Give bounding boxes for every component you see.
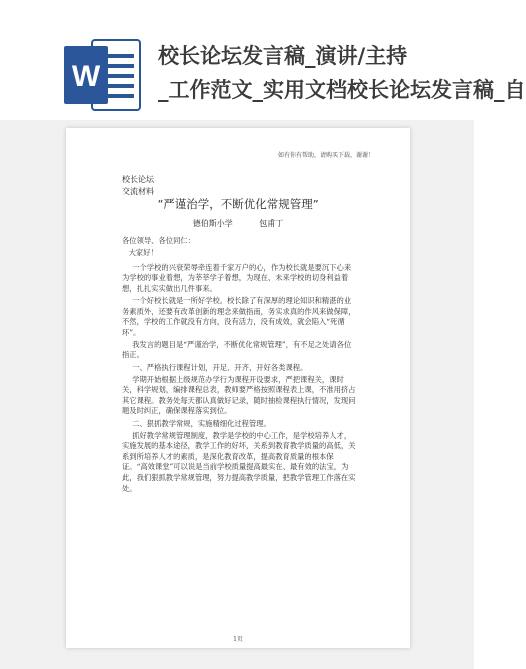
page-number: 1页 bbox=[233, 636, 243, 643]
paragraph: 一、严格执行课程计划，开足、开齐、开好各类课程。 bbox=[132, 362, 308, 372]
doc-author bbox=[66, 218, 410, 229]
author-name: 包甫丁 bbox=[259, 219, 284, 228]
paragraph: 学期开始根据上级规范办学行为课程开设要求，严把课程关，课时关，科学规划，编排课程总表，教师要严格按照课程表上课，不准用挤占其它课程。教务处每天都认真做好记录，随时抽检课程执行情况，发现问题及时纠正，确保课程落实到位。 bbox=[122, 374, 356, 416]
author-school: 德伯斯小学 bbox=[192, 219, 233, 228]
preview-header bbox=[0, 0, 526, 120]
document-title-line-1: 校长论坛发言稿_演讲/主持 bbox=[158, 44, 408, 68]
paragraph: 抓好教学常规管理制度，教学是学校的中心工作，是学校培养人才，实施发展的基本途径，教学工作的好坏，关系到教育教学质量的高低，关系到所培养人才的素质，是深化教育改革，提高教育质量的根本保证。“高效课堂”可以说是当前学校质量提高最实在、最有效的法宝，为此，我们狠抓教学常规管理，努力提高教学质量，把教学管理工作落在实处。 bbox=[122, 430, 356, 493]
paragraph: 二、狠抓教学常规，实施精细化过程管理。 bbox=[132, 418, 271, 428]
document-title-line-2: _工作范文_实用文档校长论坛发言稿_自 bbox=[158, 78, 526, 102]
word-document-icon bbox=[62, 36, 142, 114]
page-note: 如有你有帮助，请购买下载，谢谢！ bbox=[277, 152, 374, 159]
doc-title: “严谨治学，不断优化常规管理” bbox=[157, 197, 319, 211]
paragraph: 我发言的题目是“严谨治学，不断优化常规管理”，有不足之处请各位指正。 bbox=[122, 339, 352, 360]
document-page-preview[interactable] bbox=[66, 128, 410, 648]
paragraph: 一个学校的兴衰荣辱牵连着千家万户的心，作为校长就是要沉下心来为学校的事业着想，为莘莘学子着想，为现在、未来学校的切身利益着想，扎扎实实做出几件事来。 bbox=[122, 262, 352, 293]
svg-text:W: W bbox=[71, 60, 101, 93]
greeting: 大家好！ bbox=[128, 248, 158, 258]
paragraph: 一个好校长就是一所好学校。校长除了有深厚的理论知识和精湛的业务素质外，还要有改革创新的理念来做指南，务实求真的作风来做保障，不然，学校的工作就没有方向，没有活力，没有成效，就会陷入“死循环”。 bbox=[122, 295, 356, 337]
doc-label-forum: 校长论坛 bbox=[122, 175, 154, 184]
doc-label-material: 交流材料 bbox=[122, 187, 154, 196]
salutation: 各位领导、各位同仁： bbox=[122, 236, 195, 245]
doc-body bbox=[122, 236, 358, 496]
